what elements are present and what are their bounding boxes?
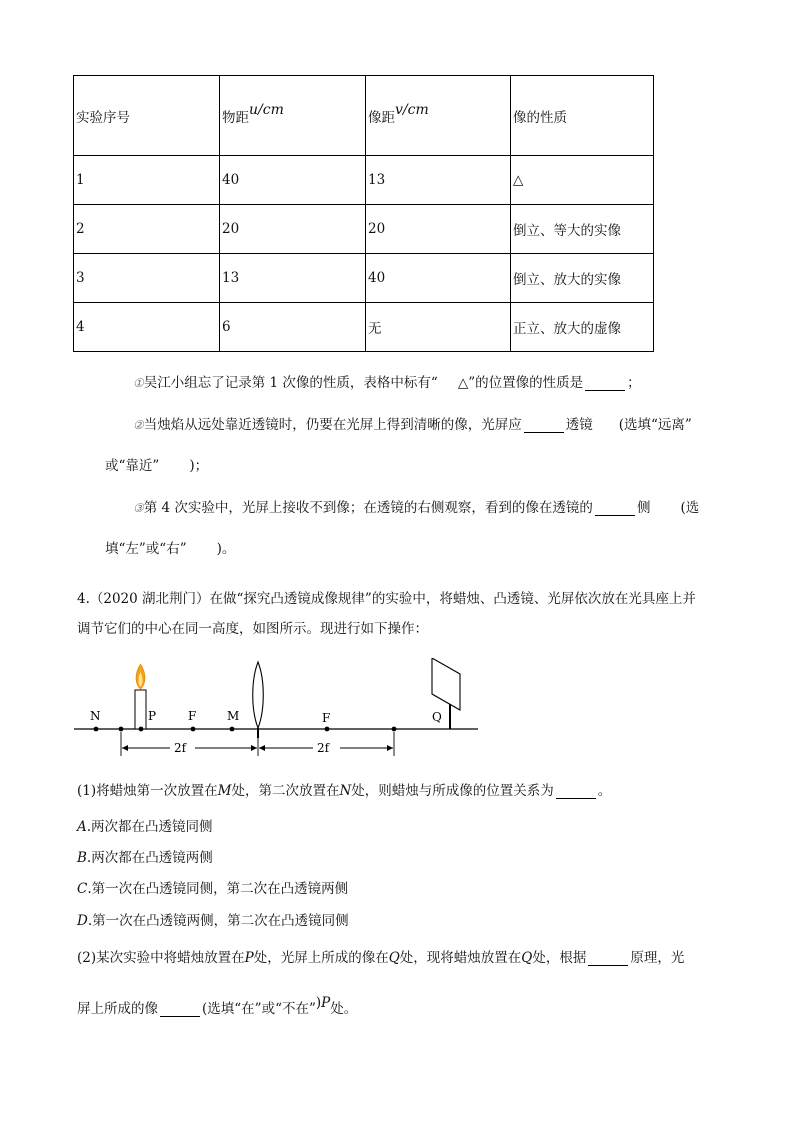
q3-item-1: ①吴江小组忘了记录第 1 次像的性质，表格中标有“ △”的位置像的性质是 ； xyxy=(133,375,641,391)
q3-item-3: ③第 4 次实验中，光屏上接收不到像；在透镜的右侧观察，看到的像在透镜的 侧 (选 xyxy=(133,500,700,516)
label-F-left: F xyxy=(188,709,197,723)
q4-sub2: (2)某次实验中将蜡烛放置在P处，光屏上所成的像在Q处，现将蜡烛放置在Q处，根据 原理，光 xyxy=(77,950,685,966)
option-C[interactable]: C.第一次在凸透镜同侧，第二次在凸透镜两侧 xyxy=(77,881,349,897)
point-P xyxy=(139,727,144,732)
table-row xyxy=(74,205,654,254)
q4-stem-line-1: 4.（2020 湖北荆门）在做“探究凸透镜成像规律”的实验中，将蜡烛、凸透镜、光屏依次放在光具座上并 xyxy=(77,591,696,607)
q3-item-2-cont: 或“靠近” )； xyxy=(105,458,209,474)
cell-trial: 4 xyxy=(74,303,220,352)
cell-u: 13 xyxy=(220,254,366,303)
q4-stem-line-2: 调节它们的中心在同一高度，如图所示。现进行如下操作： xyxy=(77,621,428,637)
arrow-icon xyxy=(251,745,257,751)
cell-u: 20 xyxy=(220,205,366,254)
option-D[interactable]: D.第一次在凸透镜两侧，第二次在凸透镜同侧 xyxy=(77,913,349,929)
option-A[interactable]: A.两次都在凸透镜同侧 xyxy=(77,819,213,835)
cell-nature: 倒立、等大的实像 xyxy=(511,205,654,254)
point-N xyxy=(94,727,99,732)
header-object-distance: 物距u/cm xyxy=(220,76,366,156)
convex-lens-icon xyxy=(253,662,264,728)
label-Q: Q xyxy=(432,710,442,724)
cell-trial: 2 xyxy=(74,205,220,254)
answer-blank[interactable] xyxy=(160,1002,200,1017)
header-image-distance: 像距v/cm xyxy=(366,76,511,156)
table-row xyxy=(74,303,654,352)
cell-nature: 正立、放大的虚像 xyxy=(511,303,654,352)
cell-v: 无 xyxy=(366,303,511,352)
point-M xyxy=(230,727,235,732)
answer-blank[interactable] xyxy=(585,376,625,391)
answer-blank[interactable] xyxy=(595,501,635,516)
q3-item-2: ②当烛焰从远处靠近透镜时，仍要在光屏上得到清晰的像，光屏应 透镜 (选填“远离” xyxy=(133,417,692,433)
dim-label-right: 2f xyxy=(317,741,330,755)
cell-trial: 1 xyxy=(74,156,220,205)
optical-bench-diagram xyxy=(70,658,490,768)
table-row xyxy=(74,156,654,205)
cell-u: 40 xyxy=(220,156,366,205)
cell-nature: △ xyxy=(511,156,654,205)
q4-sub2-cont: 屏上所成的像 (选填“在”或“不在”)P处。 xyxy=(77,995,358,1017)
header-image-nature: 像的性质 xyxy=(511,76,654,156)
table-header-row xyxy=(74,76,654,156)
screen-icon xyxy=(432,658,460,710)
point-F-left xyxy=(191,727,196,732)
cell-u: 6 xyxy=(220,303,366,352)
candle-icon xyxy=(135,690,146,729)
q3-item-3-cont: 填“左”或“右” )。 xyxy=(105,541,236,557)
option-B[interactable]: B.两次都在凸透镜两侧 xyxy=(77,850,213,866)
q4-sub1: (1)将蜡烛第一次放置在M处，第二次放置在N处，则蜡烛与所成像的位置关系为 。 xyxy=(77,783,612,799)
label-P: P xyxy=(148,709,157,723)
answer-blank[interactable] xyxy=(524,418,564,433)
cell-v: 20 xyxy=(366,205,511,254)
point-F-right xyxy=(325,727,330,732)
table-row xyxy=(74,254,654,303)
answer-blank[interactable] xyxy=(556,784,596,799)
label-F-right: F xyxy=(322,711,331,725)
arrow-icon xyxy=(259,745,265,751)
cell-nature: 倒立、放大的实像 xyxy=(511,254,654,303)
experiment-table xyxy=(73,75,654,352)
point-2f-left xyxy=(119,727,124,732)
label-N: N xyxy=(90,709,101,723)
point-2f-right xyxy=(392,727,397,732)
label-M: M xyxy=(227,709,240,723)
arrow-icon xyxy=(122,745,128,751)
cell-v: 40 xyxy=(366,254,511,303)
dim-label-left: 2f xyxy=(174,741,187,755)
answer-blank[interactable] xyxy=(588,951,628,966)
header-trial: 实验序号 xyxy=(74,76,220,156)
cell-v: 13 xyxy=(366,156,511,205)
cell-trial: 3 xyxy=(74,254,220,303)
arrow-icon xyxy=(387,745,393,751)
